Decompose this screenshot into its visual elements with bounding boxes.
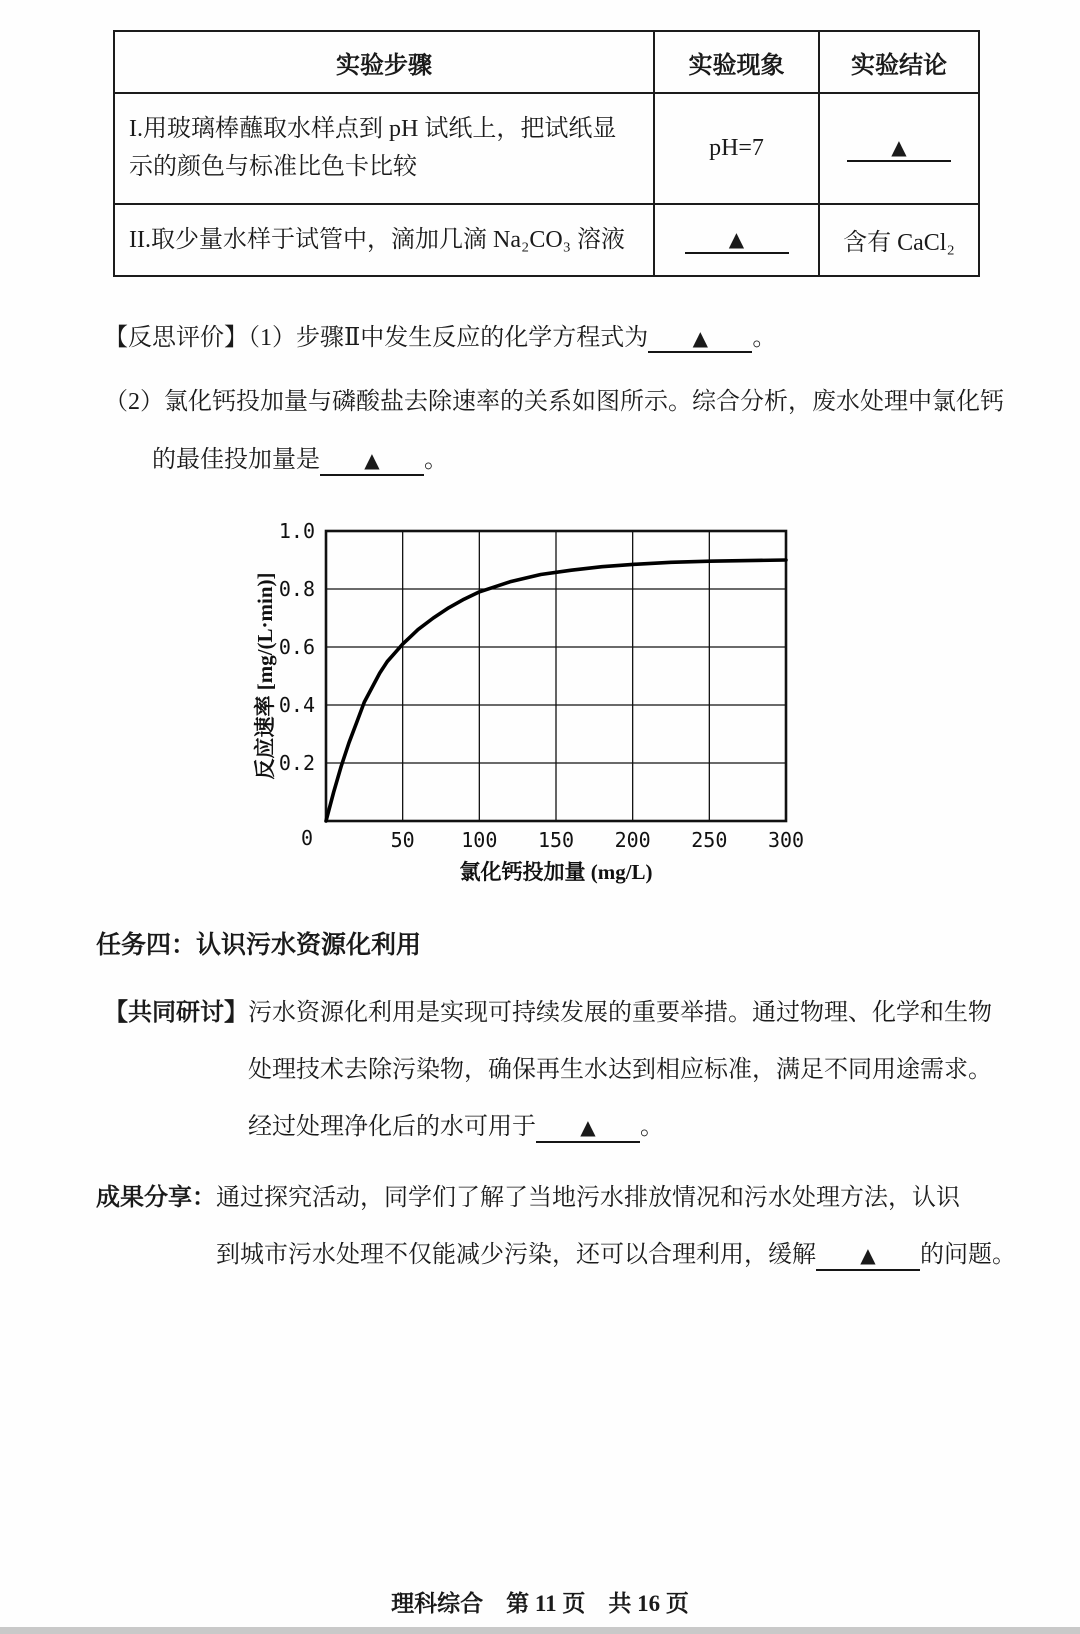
- discussion-line1: 污水资源化利用是实现可持续发展的重要举措。通过物理、化学和生物: [248, 1000, 992, 1027]
- reflection-label: 【反思评价】: [104, 325, 248, 352]
- answer-blank: [685, 227, 789, 254]
- scan-edge-strip: [0, 1627, 1080, 1634]
- share-label: 成果分享：: [96, 1185, 216, 1212]
- svg-text:1.0: 1.0: [278, 519, 315, 544]
- discussion-paragraph: [104, 985, 1080, 1156]
- step-2-text: II.取少量水样于试管中，滴加几滴 Na₂CO₃ 溶液: [114, 204, 654, 276]
- triangle-marker: ▲: [692, 326, 708, 351]
- svg-text:0.8: 0.8: [278, 577, 315, 602]
- discussion-line3: [248, 1099, 992, 1156]
- table-row: [114, 93, 979, 204]
- svg-text:200: 200: [614, 828, 651, 853]
- answer-blank: [816, 1243, 920, 1270]
- triangle-marker: ▲: [580, 1115, 596, 1140]
- reflection-q2-line2-prefix: 的最佳投加量是: [152, 447, 320, 474]
- conclusion-2-text: 含有 CaCl₂: [819, 204, 979, 276]
- share-line2: [216, 1227, 1016, 1284]
- share-line1: 通过探究活动，同学们了解了当地污水排放情况和污水处理方法，认识: [216, 1185, 960, 1212]
- answer-blank: [320, 448, 424, 475]
- share-text: [216, 1170, 1016, 1284]
- reflection-q1-period: 。: [752, 325, 777, 352]
- phenomenon-2-blank-cell: [654, 204, 819, 276]
- svg-text:100: 100: [461, 828, 498, 853]
- svg-text:氯化钙投加量 (mg/L): 氯化钙投加量 (mg/L): [459, 860, 653, 885]
- discussion-label: 【共同研讨】: [104, 1000, 248, 1027]
- triangle-marker: ▲: [728, 226, 745, 251]
- step-1-text: I.用玻璃棒蘸取水样点到 pH 试纸上，把试纸显示的颜色与标准比色卡比较: [114, 93, 654, 204]
- dosage-rate-chart: [246, 517, 1080, 889]
- svg-text:0.6: 0.6: [278, 635, 315, 660]
- answer-blank: [648, 326, 752, 353]
- svg-text:0.2: 0.2: [278, 751, 315, 776]
- page-footer: 理科综合 第 11 页 共 16 页: [391, 1591, 689, 1616]
- reflection-q2-line1: （2）氯化钙投加量与磷酸盐去除速率的关系如图所示。综合分析，废水处理中氯化钙: [104, 389, 1004, 416]
- table-header-row: [114, 31, 979, 93]
- svg-text:0: 0: [300, 826, 313, 851]
- discussion-line3-period: 。: [640, 1114, 664, 1141]
- phosphate-removal-chart-svg: [246, 517, 806, 889]
- svg-text:300: 300: [767, 828, 805, 853]
- share-line2-prefix: 到城市污水处理不仅能减少污染，还可以合理利用，缓解: [216, 1242, 816, 1269]
- svg-text:250: 250: [691, 828, 728, 853]
- share-paragraph: [96, 1170, 1080, 1284]
- svg-text:50: 50: [390, 828, 415, 853]
- reflection-q2-line2-period: 。: [424, 447, 448, 474]
- experiment-table: [113, 30, 980, 277]
- col-header-conclusion: 实验结论: [819, 31, 979, 93]
- share-line2-suffix: 的问题。: [920, 1242, 1016, 1269]
- col-header-phenomenon: 实验现象: [654, 31, 819, 93]
- reflection-q1: [104, 317, 1080, 353]
- reflection-q1-text: （1）步骤Ⅱ中发生反应的化学方程式为: [248, 325, 649, 352]
- triangle-marker: ▲: [860, 1243, 876, 1268]
- reflection-q2-line2: [152, 431, 1080, 489]
- svg-text:150: 150: [537, 828, 575, 853]
- task4-title: 任务四：认识污水资源化利用: [96, 932, 422, 960]
- discussion-line3-prefix: 经过处理净化后的水可用于: [248, 1114, 536, 1141]
- col-header-steps: 实验步骤: [114, 31, 654, 93]
- table-row: [114, 204, 979, 276]
- triangle-marker: ▲: [891, 135, 907, 160]
- conclusion-1-blank-cell: [819, 93, 979, 204]
- svg-text:反应速率 [mg/(L·min)]: 反应速率 [mg/(L·min)]: [253, 572, 277, 780]
- phenomenon-1-text: pH=7: [654, 93, 819, 204]
- discussion-text: [248, 985, 992, 1156]
- triangle-marker: ▲: [364, 448, 380, 473]
- answer-blank: [847, 135, 951, 162]
- answer-blank: [536, 1115, 640, 1142]
- reflection-q2: [104, 373, 1080, 489]
- discussion-line2: 处理技术去除污染物，确保再生水达到相应标准，满足不同用途需求。: [248, 1057, 992, 1084]
- svg-text:0.4: 0.4: [278, 693, 315, 718]
